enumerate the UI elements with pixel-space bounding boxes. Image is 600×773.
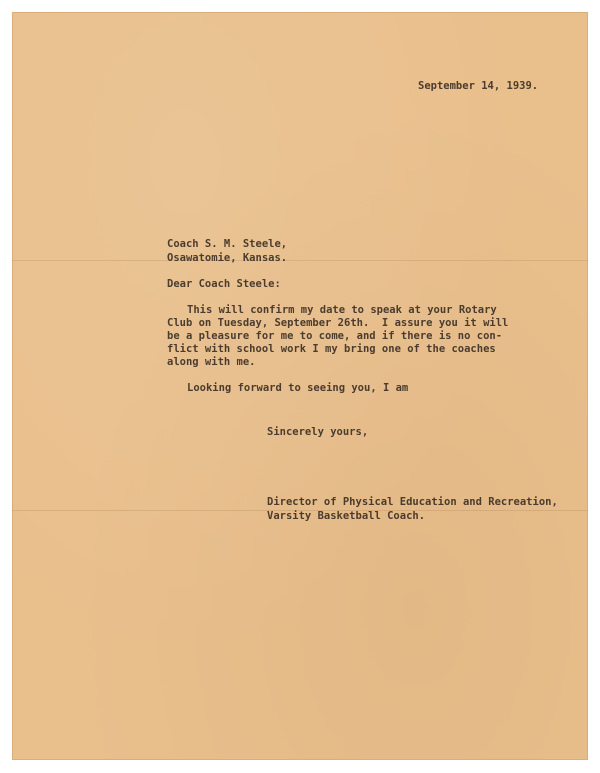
signature-title: Varsity Basketball Coach. (267, 510, 426, 522)
body-line: Club on Tuesday, September 26th. I assure you it will (167, 317, 509, 329)
salutation: Dear Coach Steele: (167, 278, 281, 290)
body-line: This will confirm my date to speak at your Rotary (187, 304, 497, 316)
letter-date: September 14, 1939. (418, 80, 539, 92)
closing-paragraph: Looking forward to seeing you, I am (187, 382, 409, 394)
body-line: flict with school work I my bring one of the coaches (167, 343, 496, 355)
signoff: Sincerely yours, (267, 426, 369, 438)
recipient-name: Coach S. M. Steele, (167, 238, 288, 250)
body-line: be a pleasure for me to come, and if there is no con- (167, 330, 503, 342)
letter-sheet (12, 12, 588, 760)
fold-crease (12, 260, 588, 261)
signature-title: Director of Physical Education and Recreation, (267, 496, 558, 508)
recipient-location: Osawatomie, Kansas. (167, 252, 288, 264)
body-line: along with me. (167, 356, 256, 368)
